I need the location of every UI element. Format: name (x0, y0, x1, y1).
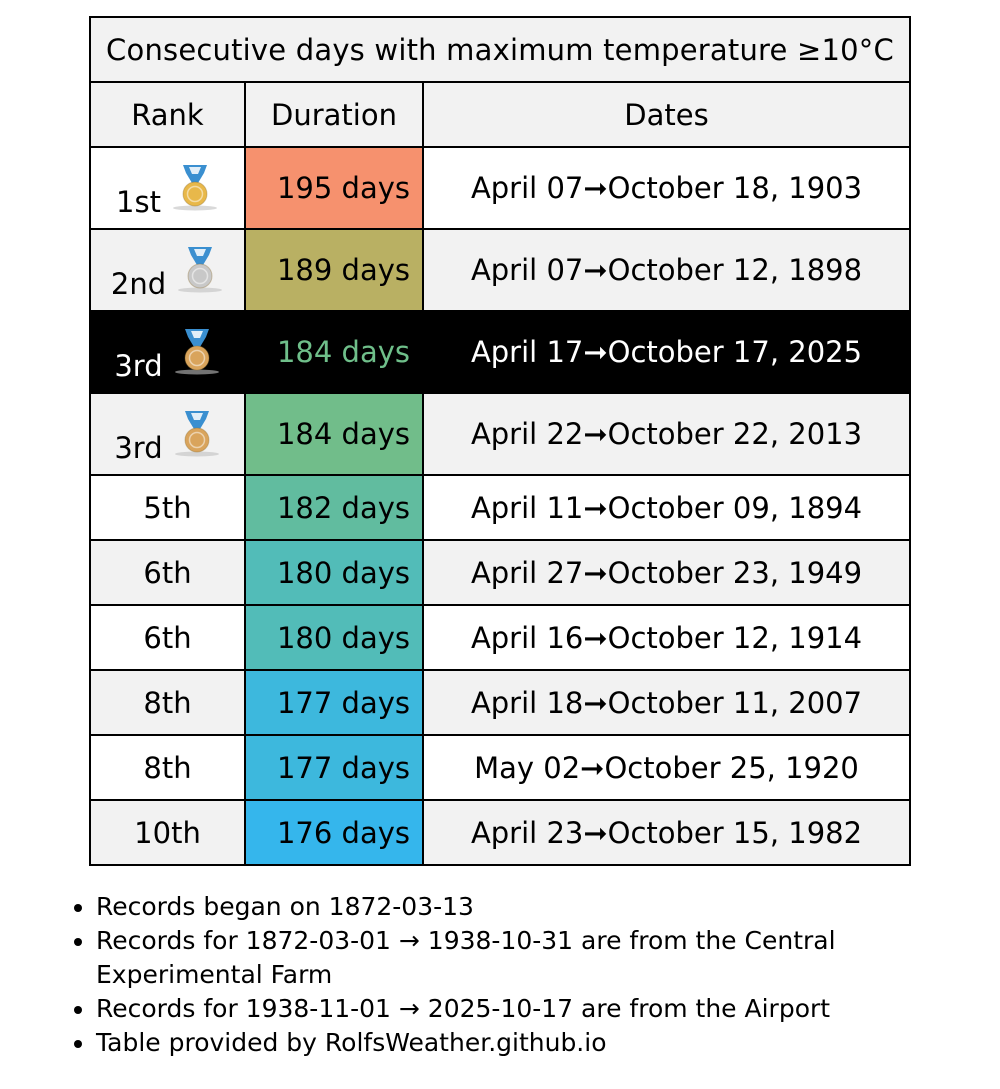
dates-cell: April 17➞October 17, 2025 (423, 311, 910, 393)
table-row (90, 605, 910, 670)
records-table (89, 16, 911, 866)
duration-cell: 182 days (245, 475, 423, 540)
rank-cell: 8th (90, 670, 245, 735)
dates-cell: April 18➞October 11, 2007 (423, 670, 910, 735)
table-row (90, 475, 910, 540)
note-item: Table provided by RolfsWeather.github.io (96, 1026, 916, 1060)
dates-cell: April 07➞October 12, 1898 (423, 229, 910, 311)
dates-cell: April 22➞October 22, 2013 (423, 393, 910, 475)
note-item: Records began on 1872-03-13 (96, 890, 916, 924)
duration-cell: 180 days (245, 605, 423, 670)
records-table-container (89, 16, 911, 866)
rank-cell (90, 147, 245, 229)
bronze-medal-icon (173, 327, 221, 377)
table-row (90, 540, 910, 605)
gold-medal-icon (171, 163, 219, 213)
rank-label: 2nd (110, 267, 167, 301)
table-row (90, 735, 910, 800)
dates-cell: April 23➞October 15, 1982 (423, 800, 910, 865)
rank-cell: 8th (90, 735, 245, 800)
table-row (90, 311, 910, 393)
dates-cell: April 11➞October 09, 1894 (423, 475, 910, 540)
duration-cell: 184 days (245, 311, 423, 393)
rank-cell (90, 229, 245, 311)
rank-cell: 5th (90, 475, 245, 540)
duration-cell: 189 days (245, 229, 423, 311)
duration-cell: 177 days (245, 670, 423, 735)
table-row (90, 670, 910, 735)
table-row (90, 800, 910, 865)
dates-cell: April 27➞October 23, 1949 (423, 540, 910, 605)
rank-cell: 6th (90, 605, 245, 670)
rank-label: 3rd (114, 431, 163, 465)
rank-cell (90, 393, 245, 475)
duration-cell: 184 days (245, 393, 423, 475)
bronze-medal-icon (173, 409, 221, 459)
duration-header: Duration (245, 82, 423, 147)
duration-cell: 195 days (245, 147, 423, 229)
dates-header: Dates (423, 82, 910, 147)
duration-cell: 180 days (245, 540, 423, 605)
table-row (90, 229, 910, 311)
notes-list (96, 890, 916, 1060)
note-item: Records for 1938-11-01 → 2025-10-17 are from the Airport (96, 992, 916, 1026)
table-title: Consecutive days with maximum temperature ≥10°C (90, 17, 910, 82)
rank-label: 1st (116, 185, 161, 219)
rank-cell: 10th (90, 800, 245, 865)
rank-cell (90, 311, 245, 393)
duration-cell: 176 days (245, 800, 423, 865)
dates-cell: April 16➞October 12, 1914 (423, 605, 910, 670)
table-row (90, 393, 910, 475)
rank-label: 3rd (114, 349, 163, 383)
table-body (90, 147, 910, 865)
rank-cell: 6th (90, 540, 245, 605)
dates-cell: April 07➞October 18, 1903 (423, 147, 910, 229)
duration-cell: 177 days (245, 735, 423, 800)
table-row (90, 147, 910, 229)
dates-cell: May 02➞October 25, 1920 (423, 735, 910, 800)
rank-header: Rank (90, 82, 245, 147)
silver-medal-icon (176, 245, 224, 295)
note-item: Records for 1872-03-01 → 1938-10-31 are from the Central Experimental Farm (96, 924, 916, 992)
